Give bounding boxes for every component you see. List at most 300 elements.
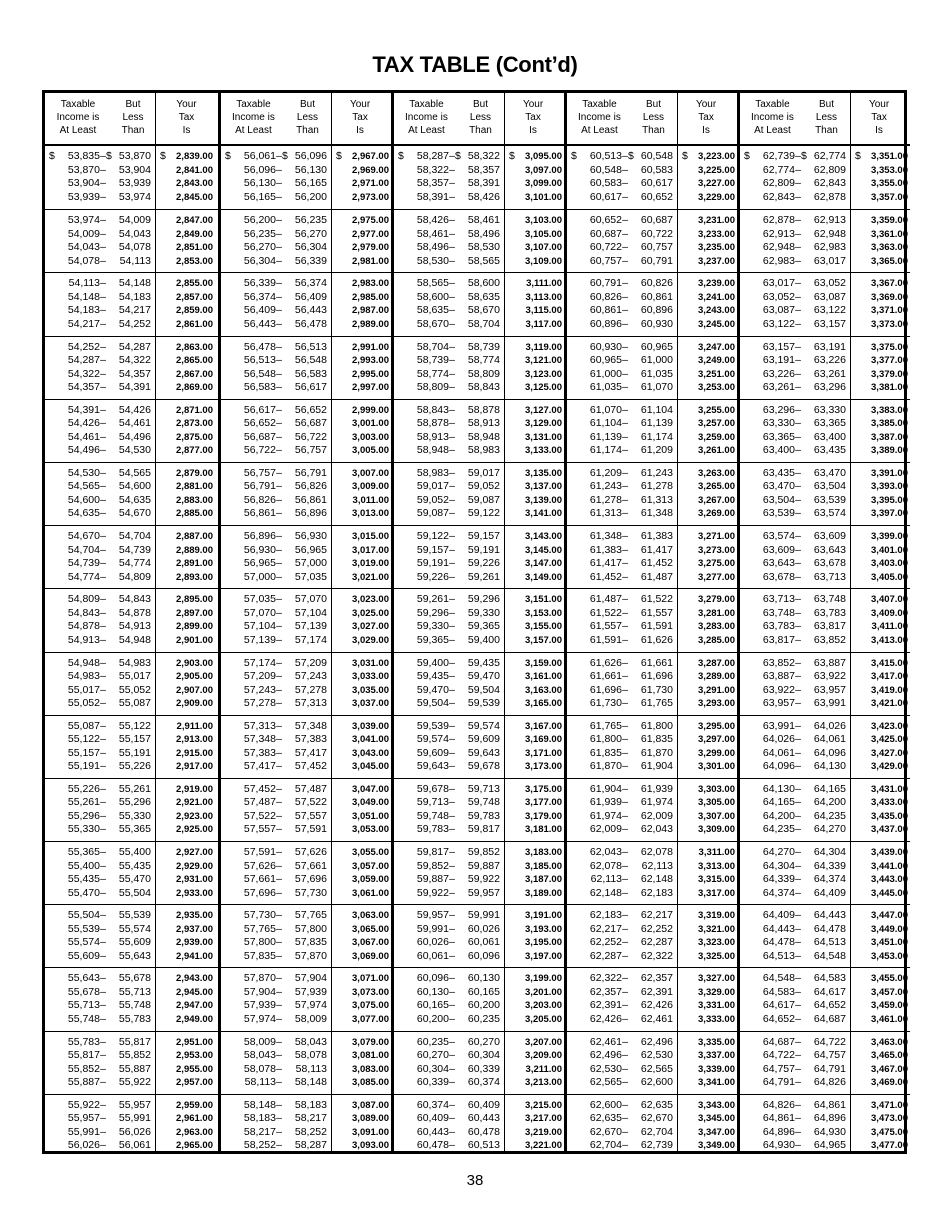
range-dash: – xyxy=(449,985,455,998)
table-row xyxy=(394,1099,564,1113)
tax-amount: 3,027.00 xyxy=(352,621,389,633)
table-row xyxy=(740,634,910,648)
range-dash: – xyxy=(449,922,455,935)
income-at-least: 64,339 xyxy=(762,873,795,886)
income-at-least: 64,374 xyxy=(762,886,795,899)
table-row xyxy=(567,720,737,734)
range-dash: – xyxy=(100,277,106,290)
tax-amount: 3,381.00 xyxy=(871,382,908,394)
income-less-than: 63,504 xyxy=(813,480,846,493)
header-line: Than xyxy=(642,125,665,136)
table-row xyxy=(221,697,391,711)
income-at-least: 58,530 xyxy=(416,254,449,267)
tax-amount: 3,291.00 xyxy=(698,684,735,696)
income-at-least: 63,713 xyxy=(762,593,795,606)
tax-amount: 3,009.00 xyxy=(352,481,389,493)
tax-amount: 2,839.00 xyxy=(176,151,213,162)
income-less-than: 62,843 xyxy=(813,177,846,189)
tax-amount: 3,245.00 xyxy=(698,318,735,330)
range-dash: – xyxy=(276,1035,282,1048)
tax-amount: 3,433.00 xyxy=(871,797,908,809)
income-less-than: 61,696 xyxy=(640,670,673,682)
range-dash: – xyxy=(622,444,628,457)
tax-amount: 2,963.00 xyxy=(176,1126,213,1138)
table-row xyxy=(221,277,391,291)
income-at-least: 64,026 xyxy=(762,733,795,746)
range-dash: – xyxy=(622,557,628,570)
income-at-least: 60,548 xyxy=(589,163,622,176)
tax-amount: 3,013.00 xyxy=(352,508,389,520)
tax-amount: 3,201.00 xyxy=(525,986,562,998)
header-line: Tax xyxy=(525,112,541,123)
range-dash: – xyxy=(795,593,801,606)
tax-amount: 3,321.00 xyxy=(698,923,735,935)
income-at-least: 58,148 xyxy=(243,1098,276,1111)
tax-amount: 3,257.00 xyxy=(698,418,735,430)
table-row xyxy=(394,241,564,255)
tax-amount: 3,459.00 xyxy=(871,1000,908,1012)
income-less-than: 54,530 xyxy=(118,444,151,457)
table-row xyxy=(567,557,737,571)
tax-amount: 3,311.00 xyxy=(698,847,735,859)
table-row xyxy=(45,381,218,395)
tax-amount: 3,195.00 xyxy=(525,937,562,949)
table-row xyxy=(394,214,564,228)
income-less-than: 56,096 xyxy=(294,150,327,162)
income-at-least: 63,887 xyxy=(762,670,795,682)
table-row xyxy=(740,657,910,671)
income-less-than: 61,870 xyxy=(640,746,673,759)
income-at-least: 60,583 xyxy=(589,177,622,189)
income-at-least: 62,913 xyxy=(762,227,795,240)
table-row xyxy=(221,873,391,887)
range-dash: – xyxy=(449,873,455,886)
table-row xyxy=(221,571,391,585)
income-less-than: 62,913 xyxy=(813,214,846,227)
table-row xyxy=(45,783,218,797)
income-at-least: 59,748 xyxy=(416,809,449,822)
tax-amount: 2,849.00 xyxy=(176,228,213,240)
header-line: At Least xyxy=(754,125,791,136)
tax-amount: 3,267.00 xyxy=(698,494,735,506)
range-dash: – xyxy=(100,480,106,493)
income-less-than: 63,087 xyxy=(813,290,846,303)
range-dash: – xyxy=(276,403,282,416)
header-less-than xyxy=(459,93,502,144)
range-dash: – xyxy=(622,1098,628,1111)
income-at-least: 60,235 xyxy=(416,1035,449,1048)
table-row xyxy=(567,1076,737,1090)
range-dash: – xyxy=(276,430,282,443)
income-at-least: 62,009 xyxy=(589,823,622,836)
header-line: Is xyxy=(356,125,364,136)
income-less-than: 63,365 xyxy=(813,417,846,430)
income-less-than: 64,165 xyxy=(813,782,846,795)
row-block xyxy=(567,146,737,209)
range-dash: – xyxy=(100,719,106,732)
income-less-than: 60,130 xyxy=(467,972,500,985)
header-your-tax xyxy=(155,93,218,144)
income-at-least: 61,974 xyxy=(589,809,622,822)
header-your-tax xyxy=(502,93,564,144)
income-less-than: 63,748 xyxy=(813,593,846,606)
range-dash: – xyxy=(449,367,455,380)
income-at-least: 61,939 xyxy=(589,796,622,809)
table-header xyxy=(567,93,737,146)
income-less-than: 57,000 xyxy=(294,557,327,570)
tax-amount: 3,375.00 xyxy=(871,341,908,353)
row-block xyxy=(740,146,910,209)
income-at-least: 57,661 xyxy=(243,873,276,886)
income-at-least: 60,026 xyxy=(416,936,449,949)
range-dash: – xyxy=(100,606,106,619)
table-row xyxy=(567,277,737,291)
row-block xyxy=(221,841,391,904)
range-dash: – xyxy=(449,354,455,367)
range-dash: – xyxy=(622,1012,628,1025)
table-row xyxy=(45,670,218,684)
range-dash: – xyxy=(622,909,628,922)
tax-amount: 3,365.00 xyxy=(871,255,908,267)
tax-amount: 2,873.00 xyxy=(176,418,213,430)
income-less-than: 60,826 xyxy=(640,277,673,290)
header-at-least xyxy=(740,93,805,144)
tax-amount: 3,143.00 xyxy=(525,531,562,543)
table-row xyxy=(394,417,564,431)
header-line: At Least xyxy=(408,125,445,136)
tax-amount: 3,305.00 xyxy=(698,797,735,809)
row-block xyxy=(45,1094,218,1157)
range-dash: – xyxy=(795,241,801,254)
income-less-than: 64,965 xyxy=(813,1139,846,1152)
income-at-least: 58,043 xyxy=(243,1049,276,1062)
range-dash: – xyxy=(622,530,628,543)
tax-amount: 3,443.00 xyxy=(871,874,908,886)
range-dash: – xyxy=(622,1139,628,1152)
range-dash: – xyxy=(449,1125,455,1138)
income-less-than: 59,713 xyxy=(467,782,500,795)
income-at-least: 56,617 xyxy=(243,403,276,416)
table-row xyxy=(567,341,737,355)
income-at-least: 54,183 xyxy=(67,304,100,317)
tax-amount: 3,403.00 xyxy=(871,558,908,570)
tax-amount: 3,377.00 xyxy=(871,355,908,367)
income-less-than: 57,696 xyxy=(294,873,327,886)
table-row xyxy=(394,544,564,558)
header-line: Your xyxy=(868,99,890,110)
table-row xyxy=(45,191,218,205)
range-dash: – xyxy=(100,909,106,922)
income-less-than: 61,904 xyxy=(640,760,673,773)
income-at-least: 58,948 xyxy=(416,444,449,457)
income-less-than: 61,557 xyxy=(640,606,673,619)
range-dash: – xyxy=(100,543,106,556)
income-at-least: 64,478 xyxy=(762,936,795,949)
income-less-than: 57,070 xyxy=(294,593,327,606)
income-less-than: 62,983 xyxy=(813,241,846,254)
table-row xyxy=(567,354,737,368)
table-row xyxy=(221,255,391,269)
income-at-least: 55,991 xyxy=(67,1125,100,1138)
tax-amount: 2,893.00 xyxy=(176,571,213,583)
income-at-least: 63,643 xyxy=(762,557,795,570)
row-block xyxy=(567,272,737,335)
income-less-than: 59,261 xyxy=(467,570,500,583)
row-block xyxy=(45,336,218,399)
income-at-least: 63,852 xyxy=(762,656,795,669)
range-dash: – xyxy=(100,922,106,935)
income-at-least: 56,861 xyxy=(243,507,276,520)
table-row xyxy=(740,846,910,860)
tax-amount: 3,007.00 xyxy=(352,467,389,479)
table-row xyxy=(45,1013,218,1027)
range-dash: – xyxy=(100,163,106,176)
income-at-least: 59,296 xyxy=(416,606,449,619)
tax-amount: 3,181.00 xyxy=(525,824,562,836)
table-row xyxy=(45,1126,218,1140)
income-at-least: 56,791 xyxy=(243,480,276,493)
range-dash: – xyxy=(622,949,628,962)
table-row xyxy=(394,191,564,205)
table-row xyxy=(221,191,391,205)
income-at-least: 62,565 xyxy=(589,1076,622,1089)
tax-amount: 3,223.00 xyxy=(698,151,735,162)
range-dash: – xyxy=(795,1049,801,1062)
income-at-least: 60,304 xyxy=(416,1062,449,1075)
range-dash: – xyxy=(100,381,106,394)
income-at-least: 56,165 xyxy=(243,190,276,203)
income-less-than: 57,522 xyxy=(294,796,327,809)
range-dash: – xyxy=(276,859,282,872)
table-row xyxy=(45,164,218,178)
table-row xyxy=(221,417,391,431)
range-dash: – xyxy=(100,697,106,709)
tax-amount: 3,387.00 xyxy=(871,431,908,443)
income-less-than: 58,287 xyxy=(294,1139,327,1152)
range-dash: – xyxy=(795,936,801,949)
income-at-least: 59,330 xyxy=(416,620,449,633)
table-row xyxy=(221,1139,391,1153)
income-less-than: 62,009 xyxy=(640,809,673,822)
income-at-least: 59,643 xyxy=(416,760,449,773)
range-dash: – xyxy=(100,466,106,479)
income-less-than: 60,061 xyxy=(467,936,500,949)
income-less-than: 55,261 xyxy=(118,782,151,795)
tax-amount: 3,139.00 xyxy=(525,494,562,506)
tax-amount: 3,079.00 xyxy=(352,1036,389,1048)
table-row xyxy=(394,936,564,950)
range-dash: – xyxy=(795,430,801,443)
table-row xyxy=(221,720,391,734)
income-less-than: 53,939 xyxy=(118,177,151,189)
range-dash: – xyxy=(449,656,455,669)
income-at-least: 55,817 xyxy=(67,1049,100,1062)
range-dash: – xyxy=(276,936,282,949)
range-dash: – xyxy=(276,1076,282,1089)
range-dash: – xyxy=(795,304,801,317)
table-row xyxy=(740,241,910,255)
tax-amount: 3,337.00 xyxy=(698,1050,735,1062)
header-line: Tax xyxy=(178,112,195,123)
income-at-least: 54,287 xyxy=(67,354,100,367)
range-dash: – xyxy=(276,493,282,506)
tax-amount: 2,969.00 xyxy=(352,164,389,176)
table-row xyxy=(740,860,910,874)
table-row xyxy=(221,368,391,382)
income-less-than: 55,365 xyxy=(118,823,151,836)
tax-amount: 3,093.00 xyxy=(352,1140,389,1152)
income-less-than: 59,643 xyxy=(467,746,500,759)
table-row xyxy=(221,999,391,1013)
range-dash: – xyxy=(622,340,628,353)
income-less-than: 63,122 xyxy=(813,304,846,317)
income-at-least: 59,400 xyxy=(416,656,449,669)
currency-symbol: $ xyxy=(628,150,634,162)
income-at-least: 57,974 xyxy=(243,1012,276,1025)
table-row xyxy=(221,444,391,458)
income-less-than: 63,470 xyxy=(813,466,846,479)
row-block xyxy=(394,399,564,462)
table-row xyxy=(394,783,564,797)
range-dash: – xyxy=(100,317,106,330)
income-at-least: 61,870 xyxy=(589,760,622,773)
income-at-least: 57,904 xyxy=(243,985,276,998)
row-block xyxy=(394,272,564,335)
currency-symbol: $ xyxy=(282,150,288,162)
header-line: Is xyxy=(529,125,537,136)
range-dash: – xyxy=(100,782,106,795)
income-at-least: 63,330 xyxy=(762,417,795,430)
tax-amount: 3,071.00 xyxy=(352,973,389,985)
range-dash: – xyxy=(622,493,628,506)
income-less-than: 56,165 xyxy=(294,177,327,189)
tax-amount: 3,363.00 xyxy=(871,242,908,254)
tax-amount: 3,185.00 xyxy=(525,860,562,872)
income-less-than: 58,843 xyxy=(467,381,500,394)
tax-amount: 3,379.00 xyxy=(871,368,908,380)
income-less-than: 59,226 xyxy=(467,557,500,570)
table-row xyxy=(221,936,391,950)
tax-amount: 2,865.00 xyxy=(176,355,213,367)
header-line: Your xyxy=(349,99,371,110)
table-row xyxy=(740,571,910,585)
tax-amount: 3,279.00 xyxy=(698,594,735,606)
income-at-least: 54,635 xyxy=(67,507,100,520)
tax-amount: 3,055.00 xyxy=(352,847,389,859)
header-line: Income is xyxy=(751,112,794,123)
tax-amount: 3,327.00 xyxy=(698,973,735,985)
income-less-than: 64,757 xyxy=(813,1049,846,1062)
header-line: Tax xyxy=(871,112,887,123)
range-dash: – xyxy=(795,697,801,709)
income-less-than: 64,026 xyxy=(813,719,846,732)
income-at-least: 57,730 xyxy=(243,909,276,922)
tax-table xyxy=(42,90,907,1154)
income-at-least: 59,887 xyxy=(416,873,449,886)
income-at-least: 59,191 xyxy=(416,557,449,570)
range-dash: – xyxy=(276,809,282,822)
tax-amount: 3,275.00 xyxy=(698,558,735,570)
income-at-least: 54,739 xyxy=(67,557,100,570)
range-dash: – xyxy=(100,507,106,520)
income-less-than: 61,070 xyxy=(640,381,673,394)
income-at-least: 57,765 xyxy=(243,922,276,935)
income-less-than: 56,896 xyxy=(294,507,327,520)
tax-amount: 3,069.00 xyxy=(352,950,389,962)
table-row xyxy=(221,909,391,923)
range-dash: – xyxy=(795,606,801,619)
header-line: Is xyxy=(875,125,883,136)
table-row xyxy=(45,810,218,824)
range-dash: – xyxy=(795,444,801,457)
range-dash: – xyxy=(276,922,282,935)
table-row xyxy=(394,684,564,698)
income-less-than: 63,643 xyxy=(813,543,846,556)
table-row xyxy=(45,986,218,1000)
range-dash: – xyxy=(622,1076,628,1089)
table-row xyxy=(740,1112,910,1126)
range-dash: – xyxy=(622,190,628,203)
tax-amount: 3,261.00 xyxy=(698,445,735,457)
range-dash: – xyxy=(100,214,106,227)
header-line: Taxable xyxy=(236,99,271,110)
row-block xyxy=(567,588,737,651)
table-row xyxy=(221,557,391,571)
tax-amount: 3,103.00 xyxy=(525,215,562,227)
header-line: But xyxy=(299,99,315,110)
header-line: Tax xyxy=(698,112,714,123)
income-at-least: 64,061 xyxy=(762,746,795,759)
range-dash: – xyxy=(449,909,455,922)
row-block xyxy=(394,715,564,778)
income-at-least: 64,930 xyxy=(762,1139,795,1152)
income-less-than: 60,513 xyxy=(467,1139,500,1152)
table-row xyxy=(45,697,218,711)
range-dash: – xyxy=(622,670,628,682)
table-row xyxy=(394,431,564,445)
row-block xyxy=(567,967,737,1030)
income-at-least: 59,609 xyxy=(416,746,449,759)
table-row xyxy=(567,697,737,711)
income-less-than: 64,478 xyxy=(813,922,846,935)
income-at-least: 57,035 xyxy=(243,593,276,606)
table-row xyxy=(394,164,564,178)
income-less-than: 58,426 xyxy=(467,190,500,203)
table-row xyxy=(567,494,737,508)
range-dash: – xyxy=(100,936,106,949)
tax-amount: 3,371.00 xyxy=(871,305,908,317)
tax-amount: 3,123.00 xyxy=(525,368,562,380)
income-less-than: 58,878 xyxy=(467,403,500,416)
income-less-than: 64,339 xyxy=(813,859,846,872)
income-at-least: 55,574 xyxy=(67,936,100,949)
income-less-than: 55,122 xyxy=(118,719,151,732)
table-row xyxy=(394,950,564,964)
income-less-than: 56,200 xyxy=(294,190,327,203)
income-at-least: 63,609 xyxy=(762,543,795,556)
income-less-than: 61,452 xyxy=(640,557,673,570)
income-at-least: 56,374 xyxy=(243,290,276,303)
income-at-least: 64,861 xyxy=(762,1112,795,1125)
range-dash: – xyxy=(795,1139,801,1152)
tax-amount: 3,297.00 xyxy=(698,734,735,746)
tax-amount: 3,367.00 xyxy=(871,278,908,290)
header-less-than xyxy=(111,93,155,144)
range-dash: – xyxy=(795,543,801,556)
tax-amount: 3,193.00 xyxy=(525,923,562,935)
income-less-than: 62,252 xyxy=(640,922,673,935)
table-row xyxy=(45,150,218,164)
